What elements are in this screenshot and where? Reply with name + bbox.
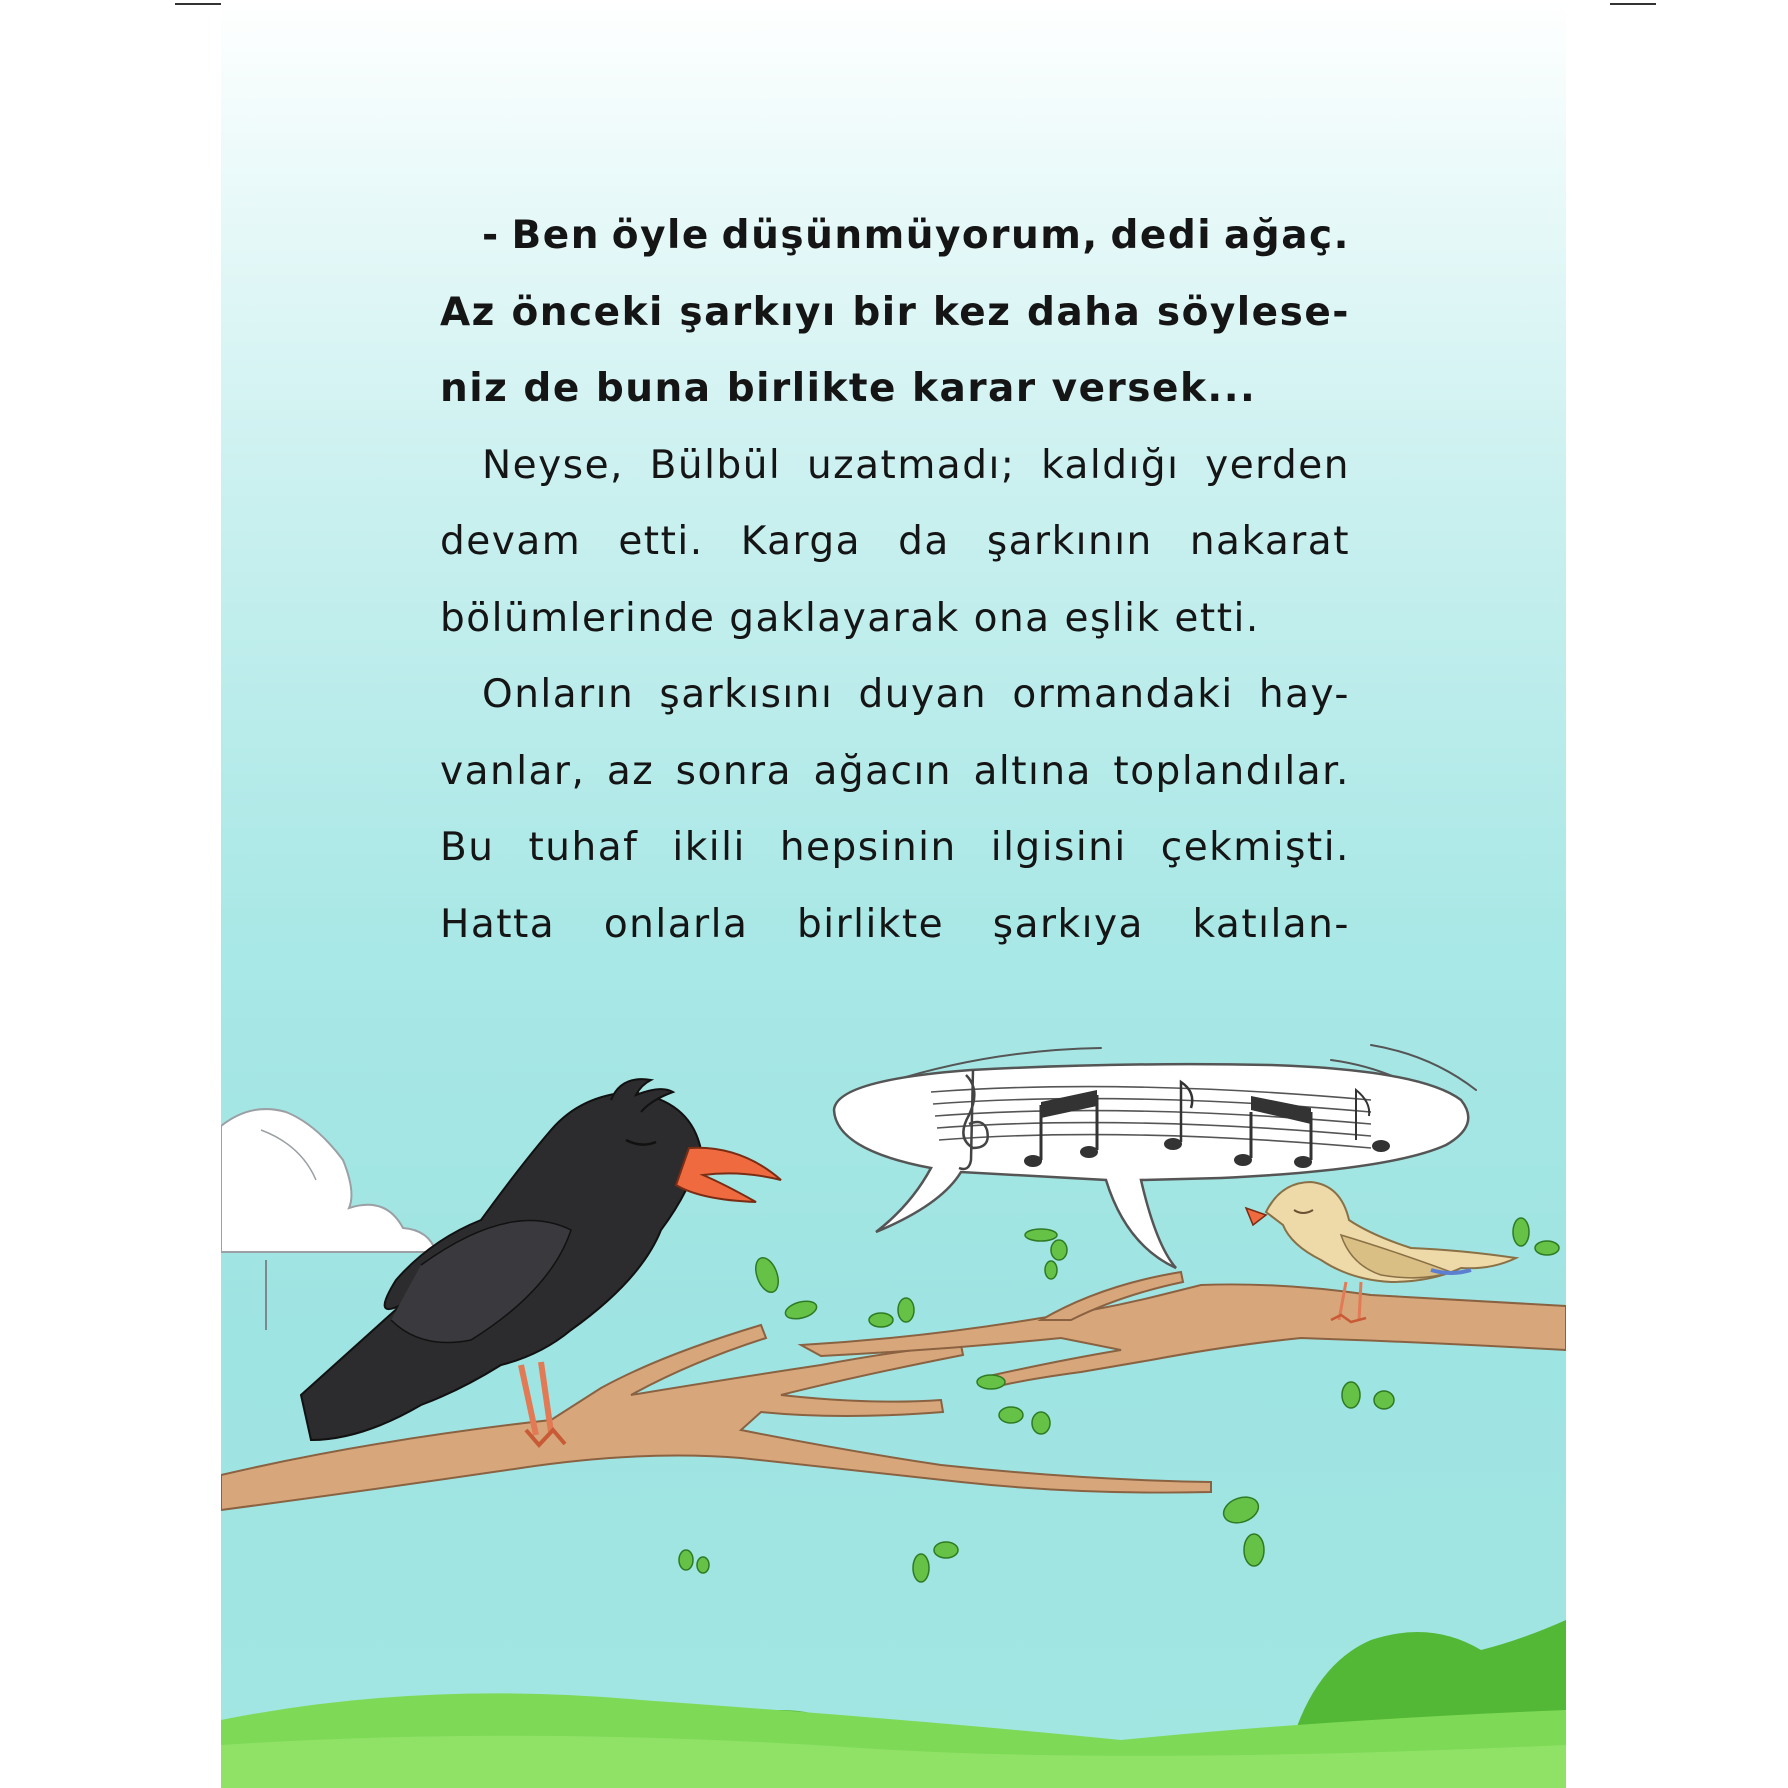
word: düşünmüyorum, <box>721 213 1099 258</box>
word: daha <box>1027 289 1142 335</box>
text-line-content <box>482 198 1350 275</box>
text-line <box>440 275 1350 352</box>
illustration <box>221 1020 1566 1788</box>
word: şarkıya <box>992 901 1144 947</box>
word: sonra <box>675 748 792 794</box>
word: - <box>482 213 500 258</box>
word: şarkının <box>986 519 1153 564</box>
word: katılan- <box>1192 901 1350 947</box>
text-line <box>440 810 1350 887</box>
text-line <box>440 657 1350 734</box>
text-line-content <box>482 657 1350 734</box>
text-line-content: bölümlerinde gaklayarak ona eşlik etti. <box>440 595 1260 641</box>
word: şarkısını <box>659 672 834 717</box>
hills <box>221 1620 1566 1788</box>
word: ikili <box>672 825 746 870</box>
word: önceki <box>511 289 664 335</box>
crop-mark-left <box>175 3 221 5</box>
word: tuhaf <box>528 825 639 870</box>
word: birlikte <box>797 901 945 947</box>
word: Hatta <box>440 901 556 947</box>
text-line <box>440 887 1350 964</box>
word: devam <box>440 519 582 564</box>
text-line-content <box>440 887 1350 964</box>
word: kez <box>932 289 1012 335</box>
word: söylese- <box>1156 289 1350 335</box>
text-line <box>440 198 1350 275</box>
word: Az <box>440 289 496 335</box>
word: toplandılar. <box>1113 748 1350 794</box>
word: kaldığı <box>1041 442 1180 488</box>
text-line-content <box>440 734 1350 811</box>
word: etti. <box>618 519 704 564</box>
word: şarkıyı <box>679 289 837 335</box>
book-page <box>221 0 1566 1788</box>
word: ormandaki <box>1012 672 1234 717</box>
word: ağaç. <box>1223 213 1350 258</box>
text-line <box>440 351 1350 428</box>
word: da <box>898 519 950 564</box>
word: dedi <box>1110 213 1213 258</box>
word: duyan <box>858 672 988 717</box>
text-line-content: niz de buna birlikte karar versek... <box>440 366 1257 411</box>
word: altına <box>973 748 1092 794</box>
text-line-content <box>440 275 1350 352</box>
text-line <box>440 504 1350 581</box>
text-line-content <box>440 810 1350 887</box>
word: Bülbül <box>649 442 782 488</box>
word: hay- <box>1258 672 1350 717</box>
word: bir <box>852 289 918 335</box>
word: uzatmadı; <box>806 442 1016 488</box>
text-line <box>440 734 1350 811</box>
word: yerden <box>1205 442 1350 488</box>
crop-mark-right <box>1610 3 1656 5</box>
word: öyle <box>611 213 710 258</box>
word: vanlar, <box>440 748 586 794</box>
text-line <box>440 428 1350 505</box>
text-line-content <box>482 428 1350 505</box>
word: Ben <box>511 213 600 258</box>
word: Karga <box>740 519 861 564</box>
story-text <box>440 198 1350 963</box>
word: hepsinin <box>779 825 957 870</box>
word: Onların <box>482 672 635 717</box>
text-line-content <box>440 504 1350 581</box>
word: az <box>606 748 655 794</box>
word: ağacın <box>813 748 953 794</box>
text-line <box>440 581 1350 658</box>
word: Neyse, <box>482 442 624 488</box>
word: ilgisini <box>990 825 1127 870</box>
word: çekmişti. <box>1160 825 1350 870</box>
word: Bu <box>440 825 495 870</box>
word: nakarat <box>1189 519 1350 564</box>
word: onlarla <box>603 901 749 947</box>
